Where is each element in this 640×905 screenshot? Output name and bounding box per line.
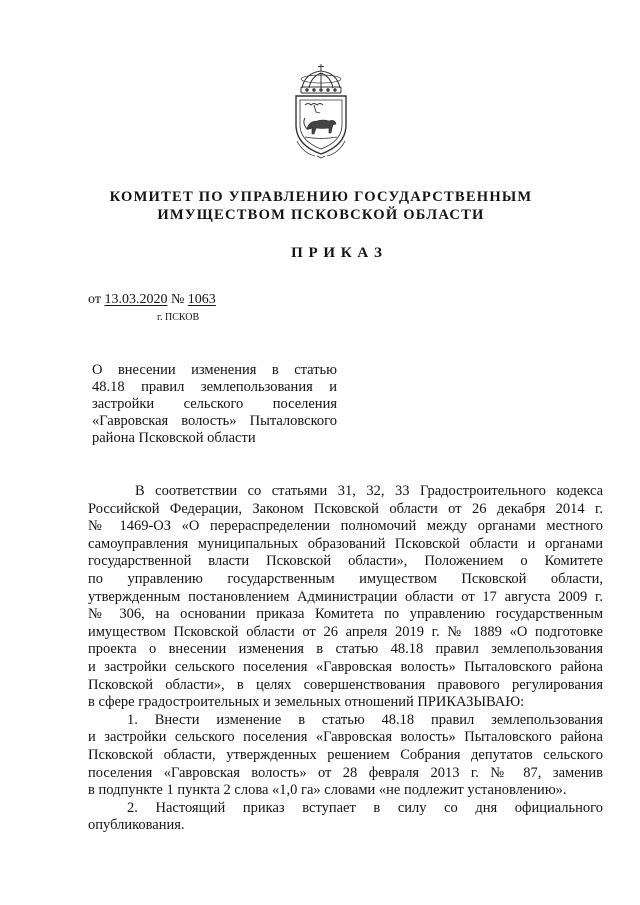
order-number: 1063 (187, 292, 216, 307)
order-date: 13.03.2020 (104, 292, 168, 307)
body-line: 2. Настоящий приказ вступает в силу со дня официального (127, 799, 603, 816)
subject-line: «Гавровская волость» Пыталовского (92, 413, 337, 429)
city-label: г. ПСКОВ (157, 312, 200, 323)
clause-1-paragraph (88, 712, 603, 800)
date-number-line (88, 291, 216, 309)
committee-header-line-2: ИМУЩЕСТВОМ ПСКОВСКОЙ ОБЛАСТИ (157, 207, 485, 223)
body-line: В соответствии со статьями 31, 32, 33 Градостроительного кодекса (135, 483, 603, 499)
preamble-paragraph (88, 483, 603, 712)
body-line: государственной власти Псковской области», Положением о Комитете (88, 553, 603, 570)
order-subject (92, 362, 337, 447)
body-line: по управлению государственным имуществом Псковской области, (88, 570, 603, 587)
subject-line: 48.18 правил землепользования и (92, 379, 337, 395)
body-line: в подпункте 1 пункта 2 слова «1,0 га» словами «не подлежит установлению». (88, 782, 567, 799)
body-line: поселения «Гавровская волость» от 28 февраля 2013 г. № 87, заменив (88, 764, 603, 781)
clause-2-paragraph (88, 800, 603, 835)
body-line: № 1469-ОЗ «О перераспределении полномочий между органами местного (88, 518, 603, 535)
body-line: Псковской области, утвержденных решением Собрания депутатов сельского (88, 746, 603, 763)
number-sign: № (167, 292, 188, 307)
committee-header (2, 188, 640, 224)
body-line: в сфере градостроительных и земельных отношений ПРИКАЗЫВАЮ: (88, 694, 525, 711)
subject-line: района Псковской области (92, 430, 256, 446)
body-line: опубликования. (88, 817, 185, 834)
date-prefix: от (88, 292, 105, 307)
document-type-title: П Р И К А З (291, 245, 383, 261)
body-line: 1. Внести изменение в статью 48.18 правил землепользования (127, 711, 603, 728)
subject-line: застройки сельского поселения (92, 396, 337, 412)
committee-header-line-1: КОМИТЕТ ПО УПРАВЛЕНИЮ ГОСУДАРСТВЕННЫМ (109, 189, 533, 205)
order-body (88, 483, 603, 835)
body-line: самоуправления муниципальных образований Псковской области и органами (88, 535, 603, 552)
body-line: проекта о внесении изменения в статью 48.18 правил землепользования (88, 641, 603, 658)
subject-line: О внесении изменения в статью (92, 362, 337, 378)
body-line: имуществом Псковской области от 26 апреля 2019 г. № 1889 «О подготовке (88, 623, 603, 640)
coat-of-arms-icon (283, 63, 359, 159)
body-line: и застройки сельского поселения «Гавровская волость» Пыталовского района (88, 658, 603, 675)
body-line: Российской Федерации, Законом Псковской области от 26 декабря 2014 г. (88, 500, 603, 517)
body-line: и застройки сельского поселения «Гавровская волость» Пыталовского района (88, 729, 603, 746)
body-line: № 306, на основании приказа Комитета по управлению государственным (88, 606, 603, 623)
body-line: утвержденным постановлением Администрации области от 17 августа 2009 г. (88, 588, 603, 605)
body-line: Псковской области», в целях совершенствования правового регулирования (88, 676, 603, 693)
